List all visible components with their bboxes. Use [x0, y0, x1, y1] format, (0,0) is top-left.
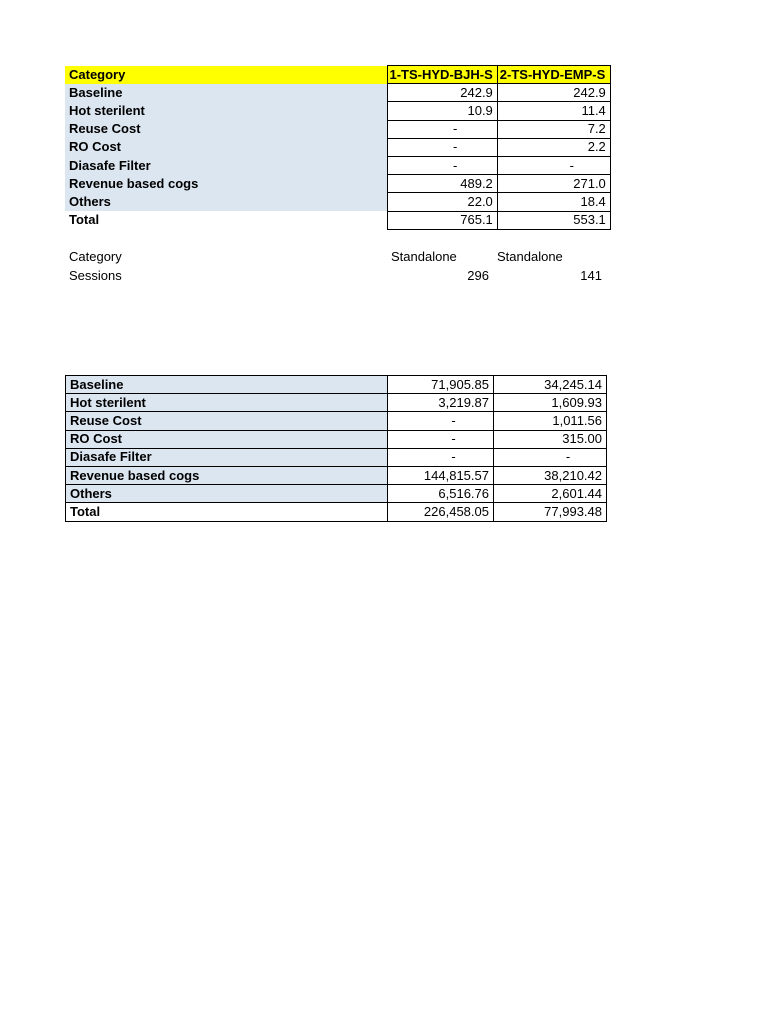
- value-cell[interactable]: 1,609.93: [494, 394, 607, 412]
- sessions-header-row: [65, 247, 606, 266]
- table-row: [65, 138, 610, 156]
- sessions-value-cell[interactable]: 296: [467, 267, 489, 283]
- row-label-cell[interactable]: Others: [65, 193, 387, 211]
- value-cell[interactable]: 10.9: [387, 102, 497, 120]
- table-row: [66, 394, 607, 412]
- total-cost-table: [65, 375, 607, 522]
- sessions-category-cell[interactable]: Category: [69, 248, 122, 264]
- table-row: [66, 376, 607, 394]
- table-row: [65, 84, 610, 102]
- total-row: [65, 211, 610, 229]
- header-center-2-cell[interactable]: 2-TS-HYD-EMP-S: [497, 66, 610, 84]
- value-cell[interactable]: -: [497, 156, 610, 174]
- row-label-cell[interactable]: Diasafe Filter: [65, 156, 387, 174]
- value-cell[interactable]: 144,815.57: [388, 466, 494, 484]
- row-label-cell[interactable]: Reuse Cost: [66, 412, 388, 430]
- value-cell[interactable]: 315.00: [494, 430, 607, 448]
- value-cell[interactable]: 2,601.44: [494, 485, 607, 503]
- value-cell[interactable]: 71,905.85: [388, 376, 494, 394]
- sessions-row: [65, 266, 606, 285]
- table-row: [65, 156, 610, 174]
- row-label-cell[interactable]: Hot sterilent: [65, 102, 387, 120]
- row-label-cell[interactable]: Revenue based cogs: [65, 175, 387, 193]
- value-cell[interactable]: 242.9: [497, 84, 610, 102]
- sessions-label-cell[interactable]: Sessions: [69, 267, 122, 283]
- table-row: [66, 412, 607, 430]
- value-cell[interactable]: 38,210.42: [494, 466, 607, 484]
- row-label-cell[interactable]: Reuse Cost: [65, 120, 387, 138]
- value-cell[interactable]: 3,219.87: [388, 394, 494, 412]
- value-cell[interactable]: -: [387, 156, 497, 174]
- table-row: [66, 466, 607, 484]
- cost-per-session-table: [65, 65, 611, 230]
- value-cell[interactable]: 242.9: [387, 84, 497, 102]
- value-cell[interactable]: 34,245.14: [494, 376, 607, 394]
- row-label-cell[interactable]: Others: [66, 485, 388, 503]
- value-cell[interactable]: 1,011.56: [494, 412, 607, 430]
- row-label-cell[interactable]: Diasafe Filter: [66, 448, 388, 466]
- table-row: [65, 193, 610, 211]
- value-cell[interactable]: -: [494, 448, 607, 466]
- value-cell[interactable]: 489.2: [387, 175, 497, 193]
- sessions-table: [65, 247, 606, 285]
- table-row: [65, 102, 610, 120]
- header-category-cell[interactable]: Category: [65, 66, 387, 84]
- table-row: [66, 430, 607, 448]
- value-cell[interactable]: 6,516.76: [388, 485, 494, 503]
- sessions-header-cell[interactable]: Standalone: [391, 248, 457, 264]
- value-cell[interactable]: 22.0: [387, 193, 497, 211]
- sessions-header-cell[interactable]: Standalone: [497, 248, 563, 264]
- value-cell[interactable]: 7.2: [497, 120, 610, 138]
- total-value-cell[interactable]: 553.1: [497, 211, 610, 229]
- header-center-1-cell[interactable]: 1-TS-HYD-BJH-S: [387, 66, 497, 84]
- total-label-cell[interactable]: Total: [66, 503, 388, 521]
- row-label-cell[interactable]: Hot sterilent: [66, 394, 388, 412]
- value-cell[interactable]: -: [388, 430, 494, 448]
- row-label-cell[interactable]: Baseline: [66, 376, 388, 394]
- value-cell[interactable]: -: [388, 412, 494, 430]
- row-label-cell[interactable]: RO Cost: [65, 138, 387, 156]
- total-value-cell[interactable]: 226,458.05: [388, 503, 494, 521]
- sessions-value-cell[interactable]: 141: [580, 267, 602, 283]
- row-label-cell[interactable]: Baseline: [65, 84, 387, 102]
- row-label-cell[interactable]: Revenue based cogs: [66, 466, 388, 484]
- value-cell[interactable]: 271.0: [497, 175, 610, 193]
- total-row: [66, 503, 607, 521]
- value-cell[interactable]: 2.2: [497, 138, 610, 156]
- total-value-cell[interactable]: 765.1: [387, 211, 497, 229]
- value-cell[interactable]: -: [388, 448, 494, 466]
- table-row: [66, 485, 607, 503]
- row-label-cell[interactable]: RO Cost: [66, 430, 388, 448]
- value-cell[interactable]: 11.4: [497, 102, 610, 120]
- value-cell[interactable]: -: [387, 120, 497, 138]
- total-label-cell[interactable]: Total: [65, 211, 387, 229]
- table-row: [65, 175, 610, 193]
- table-header-row: [65, 66, 610, 84]
- table-row: [65, 120, 610, 138]
- value-cell[interactable]: -: [387, 138, 497, 156]
- total-value-cell[interactable]: 77,993.48: [494, 503, 607, 521]
- table-row: [66, 448, 607, 466]
- value-cell[interactable]: 18.4: [497, 193, 610, 211]
